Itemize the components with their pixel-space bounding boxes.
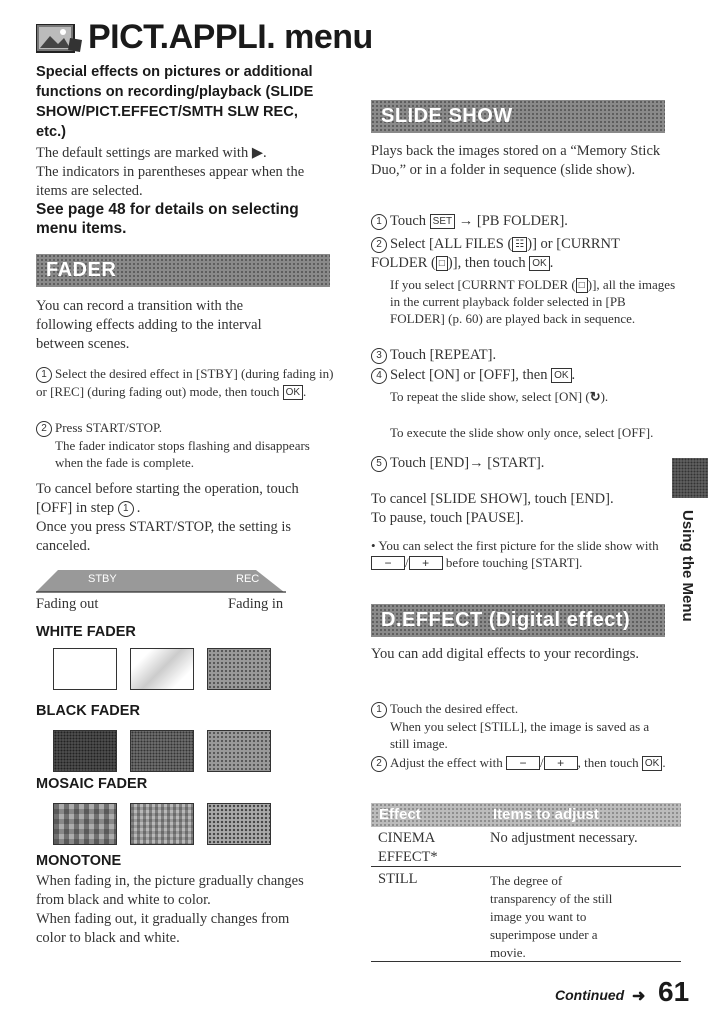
bullet-text-b: before touching [START]. <box>445 555 583 570</box>
step-number-4: 4 <box>371 368 387 384</box>
step-number-1: 1 <box>371 214 387 230</box>
slide-show-step-2: 2 Select [ALL FILES ( ☷ )] or [CURRNT FOLDER ( □ )], then touch OK . <box>371 236 620 271</box>
step-number-2: 2 <box>371 756 387 772</box>
fader-cancel-before: To cancel before starting the operation, touch [OFF] in step 1 . <box>36 481 299 516</box>
page-subtitle: Special effects on pictures or additional functions on recording/playback (SLIDE SHOW/PICT.EFFECT/SMTH SLW REC, etc.) <box>36 64 314 140</box>
table-row-items: No adjustment necessary. <box>490 830 638 846</box>
step-number-2: 2 <box>36 421 52 437</box>
monotone-desc-2: When fading out, it gradually changes from color to black and white. <box>36 911 290 946</box>
ok-button-icon: OK <box>529 256 549 271</box>
fader-step-1-text: Select the desired effect in [STBY] (during fading in) or [REC] (during fading out) mode, then touch <box>36 366 334 399</box>
arrow-right-icon: → <box>458 213 474 229</box>
repeat-icon: ↻ <box>589 389 601 404</box>
step-2-note-a: If you select [CURRNT FOLDER ( <box>390 277 576 292</box>
step-number-5: 5 <box>371 456 387 472</box>
arrow-right-icon: ➜ <box>632 988 646 1005</box>
fader-description: You can record a transition with the following effects adding to the interval between scenes. <box>36 298 262 352</box>
monotone-desc-1: When fading in, the picture gradually changes from black and white to color. <box>36 873 304 908</box>
minus-icon: − <box>371 556 405 570</box>
page-number: 61 <box>658 976 690 1007</box>
rec-label: REC <box>236 573 260 585</box>
d-effect-step-2: 2 Adjust the effect with − / + , then touch OK . <box>371 754 671 772</box>
black-fader-thumb-1 <box>53 730 117 772</box>
minus-icon: − <box>506 756 540 770</box>
current-folder-icon: □ <box>436 256 448 271</box>
white-fader-thumb-1 <box>53 648 117 690</box>
slide-show-cancel: To cancel [SLIDE SHOW], touch [END]. <box>371 491 614 507</box>
fader-diagram <box>36 564 288 594</box>
ok-button-icon: OK <box>551 368 571 383</box>
slide-show-step-5 <box>371 454 671 473</box>
table-row-items: The degree of transparency of the still image you want to superimpose under a movie. <box>490 873 613 960</box>
d-effect-banner: D.EFFECT (Digital effect) <box>371 604 665 637</box>
black-fader-heading: BLACK FADER <box>36 703 140 719</box>
black-fader-thumb-3 <box>207 730 271 772</box>
ok-button-icon: OK <box>642 756 662 771</box>
current-folder-icon: □ <box>576 278 588 293</box>
step-number-3: 3 <box>371 348 387 364</box>
slide-show-step-2-note <box>390 276 680 327</box>
slide-show-step-4-text: Select [ON] or [OFF], then <box>390 367 548 383</box>
col-items-header: Items to adjust <box>493 806 599 823</box>
d-effect-step-1-text: Touch the desired effect. <box>390 701 519 716</box>
slide-show-step-3 <box>371 346 671 365</box>
arrow-right-icon: → <box>469 455 484 471</box>
table-bottom-rule <box>371 961 681 962</box>
white-fader-thumb-2 <box>130 648 194 690</box>
table-divider <box>371 866 681 867</box>
step-5-text-b: [START]. <box>487 455 545 471</box>
fading-in-label: Fading in <box>228 596 284 612</box>
mosaic-fader-thumb-3 <box>207 803 271 845</box>
fader-step-1: 1 Select the desired effect in [STBY] (during fading in) or [REC] (during fading out) mode, then touch OK . <box>36 366 334 399</box>
set-button-icon: SET <box>430 214 455 229</box>
table-row-effect: STILL <box>378 871 418 887</box>
d-effect-step-2-text-b: , then touch <box>577 755 639 770</box>
d-effect-step-1-note: When you select [STILL], the image is saved as a still image. <box>390 719 650 751</box>
slide-show-step-3-text: Touch [REPEAT]. <box>390 347 497 363</box>
slide-show-step-4: 4 Select [ON] or [OFF], then OK . <box>371 366 671 385</box>
section-tab-text: Using the Menu <box>679 510 696 622</box>
slide-show-pause: To pause, touch [PAUSE]. <box>371 510 524 526</box>
step-2-text-a: Select [ALL FILES ( <box>390 236 513 252</box>
step-number-1: 1 <box>371 702 387 718</box>
fading-out-label: Fading out <box>36 596 99 612</box>
slide-show-step-1 <box>371 212 671 231</box>
see-page-note: See page 48 for details on selecting menu items. <box>36 201 299 237</box>
monotone-heading: MONOTONE <box>36 853 122 869</box>
fader-step-2-text: Press START/STOP. <box>55 420 163 435</box>
table-row-effect: CINEMA EFFECT* <box>378 830 438 865</box>
intro-indicator-note: The indicators in parentheses appear when the items are selected. <box>36 164 305 199</box>
section-tab-label <box>670 510 710 630</box>
intro-default-note: The default settings are marked with ▶. <box>36 145 267 161</box>
white-fader-thumb-3 <box>207 648 271 690</box>
d-effect-step-2-text: Adjust the effect with <box>390 755 503 770</box>
step-4-note-b: ). <box>600 389 609 404</box>
step-5-text-a: Touch [END] <box>390 455 470 471</box>
effect-table-header <box>371 803 681 827</box>
plus-icon: + <box>409 556 443 570</box>
bullet-text-a: You can select the first picture for the slide show with <box>378 538 659 553</box>
page-title: PICT.APPLI. menu <box>88 18 373 56</box>
white-fader-heading: WHITE FADER <box>36 624 136 640</box>
step-4-note-a: To repeat the slide show, select [ON] ( <box>390 389 590 404</box>
step-2-text-b: )] or [CURRNT FOLDER ( <box>371 236 620 271</box>
fader-cancel-text: To cancel before starting the operation, touch [OFF] in step <box>36 481 299 516</box>
slide-show-step-4-note-1 <box>390 388 670 405</box>
fader-step-2 <box>36 419 336 437</box>
section-tab-marker <box>672 458 708 498</box>
step-number-1: 1 <box>36 367 52 383</box>
slide-show-description: Plays back the images stored on a “Memory Stick Duo,” or in a folder in sequence (slide show). <box>371 143 661 178</box>
fader-banner: FADER <box>36 254 330 287</box>
step-number-1-ref: 1 <box>118 501 134 517</box>
all-files-icon: ☷ <box>512 237 527 252</box>
black-fader-thumb-2 <box>130 730 194 772</box>
touch-word: Touch <box>390 213 427 229</box>
mosaic-fader-heading: MOSAIC FADER <box>36 776 148 792</box>
slide-show-banner: SLIDE SHOW <box>371 100 665 133</box>
step-2-text-c: )], then touch <box>447 255 526 271</box>
step-number-2: 2 <box>371 237 387 253</box>
d-effect-step-1 <box>371 700 671 718</box>
continued-label: Continued <box>555 987 625 1003</box>
mosaic-fader-thumb-1 <box>53 803 117 845</box>
plus-icon: + <box>544 756 578 770</box>
slide-show-bullet: • You can select the first picture for the slide show with − / + before touching [START]. <box>371 538 659 570</box>
col-effect-header: Effect <box>379 806 421 823</box>
slide-show-step-4-note-2: To execute the slide show only once, select [OFF]. <box>390 425 654 440</box>
ok-button-icon: OK <box>283 385 303 400</box>
photo-icon <box>36 24 84 54</box>
slide-show-step-1-text: [PB FOLDER]. <box>476 213 568 229</box>
d-effect-description: You can add digital effects to your recordings. <box>371 646 640 662</box>
step-2-note-b: )], all the images in the current playback folder selected in [PB FOLDER] (p. 60) are played back in sequence. <box>390 277 676 326</box>
mosaic-fader-thumb-2 <box>130 803 194 845</box>
fader-cancel-after: Once you press START/STOP, the setting is canceled. <box>36 519 292 554</box>
fader-step-2-note: The fader indicator stops flashing and disappears when the fade is complete. <box>55 438 310 470</box>
stby-label: STBY <box>88 573 117 585</box>
